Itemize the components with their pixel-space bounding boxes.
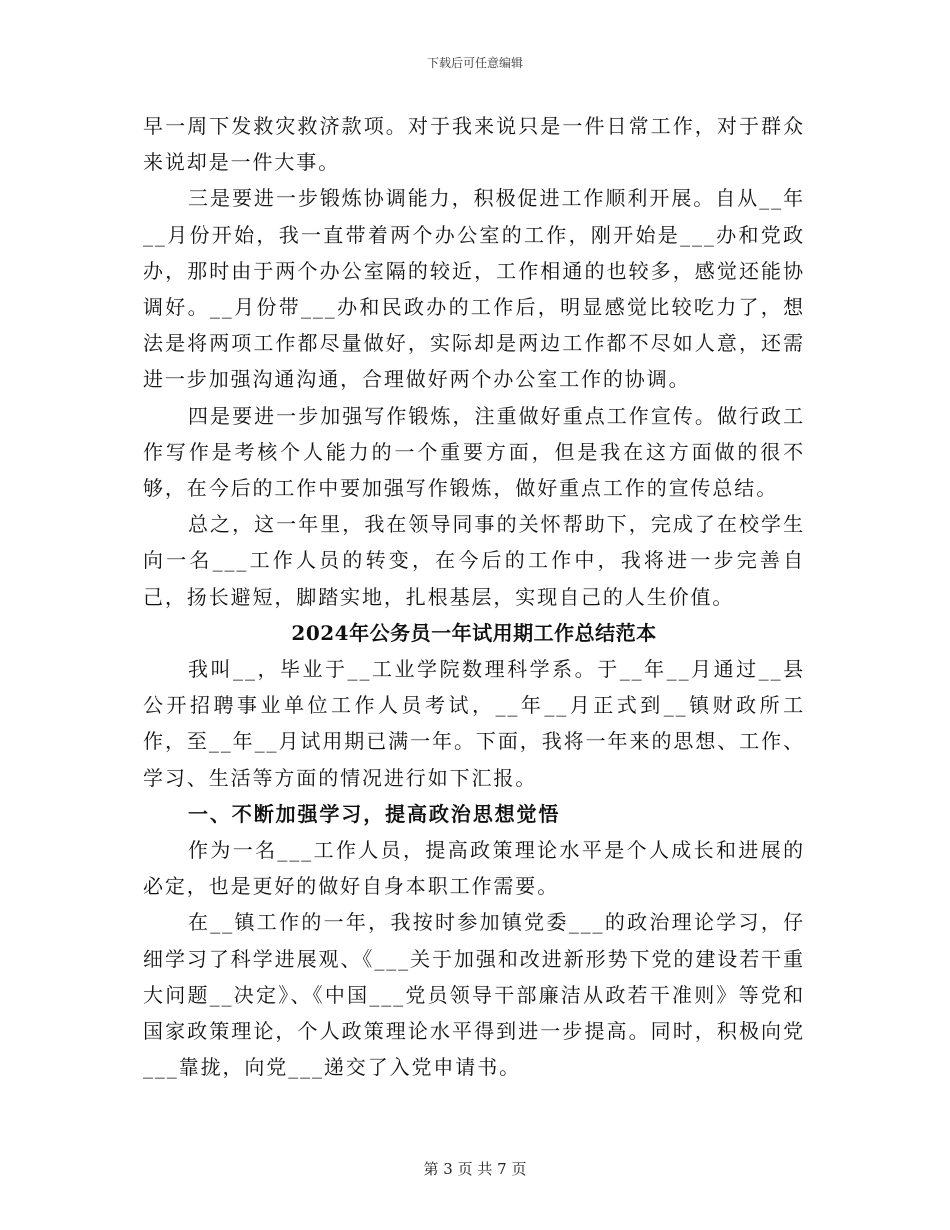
section-heading: 一、不断加强学习，提高政治思想觉悟 [188,801,561,826]
paragraph-conclusion: 总之，这一年里，我在领导同事的关怀帮助下，完成了在校学生向一名___工作人员的转变，在今后的工作中，我将进一步完善自己，扬长避短，脚踏实地，扎根基层，实现自己的人生价值。 [143,512,805,609]
paragraph-policy-theory: 作为一名___工作人员，提高政策理论水平是个人成长和进展的必定，也是更好的做好自身本职工作需要。 [143,838,805,899]
document-body [143,108,805,1085]
page-header-note: 下载后可任意编辑 [426,56,523,70]
page-number: 第 3 页 共 7 页 [423,1160,527,1178]
paragraph-writing: 四是要进一步加强写作锻炼，注重做好重点工作宣传。做行政工作写作是考核个人能力的一个重要方面，但是我在这方面做的很不够，在今后的工作中要加强写作锻炼，做好重点工作的宣传总结。 [143,403,805,501]
paragraph-continued: 早一周下发救灾救济款项。对于我来说只是一件日常工作，对于群众来说却是一件大事。 [143,114,805,175]
paragraph-study: 在__镇工作的一年，我按时参加镇党委___的政治理论学习，仔细学习了科学进展观、《___关于加强和改进新形势下党的建设若干重大问题__决定》、《中国___党员领导干部廉洁从政若干准则》等党和国家政策理论，个人政策理论水平得到进一步提高。同时，积极向党___靠拢，向党___递交了入党申请书。 [143,910,805,1080]
paragraph-intro: 我叫__，毕业于__工业学院数理科学系。于__年__月通过__县公开招聘事业单位工作人员考试，__年__月正式到__镇财政所工作，至__年__月试用期已满一年。下面，我将一年来的思想、工作、学习、生活等方面的情况进行如下汇报。 [143,657,805,790]
paragraph-coordination: 三是要进一步锻炼协调能力，积极促进工作顺利开展。自从__年__月份开始，我一直带着两个办公室的工作，刚开始是___办和党政办，那时由于两个办公室隔的较近，工作相通的也较多，感觉还能协调好。__月份带___办和民政办的工作后，明显感觉比较吃力了，想法是将两项工作都尽量做好，实际却是两边工作都不尽如人意，还需进一步加强沟通沟通，合理做好两个办公室工作的协调。 [143,186,805,392]
document-title: 2024年公务员一年试用期工作总结范本 [291,620,657,645]
